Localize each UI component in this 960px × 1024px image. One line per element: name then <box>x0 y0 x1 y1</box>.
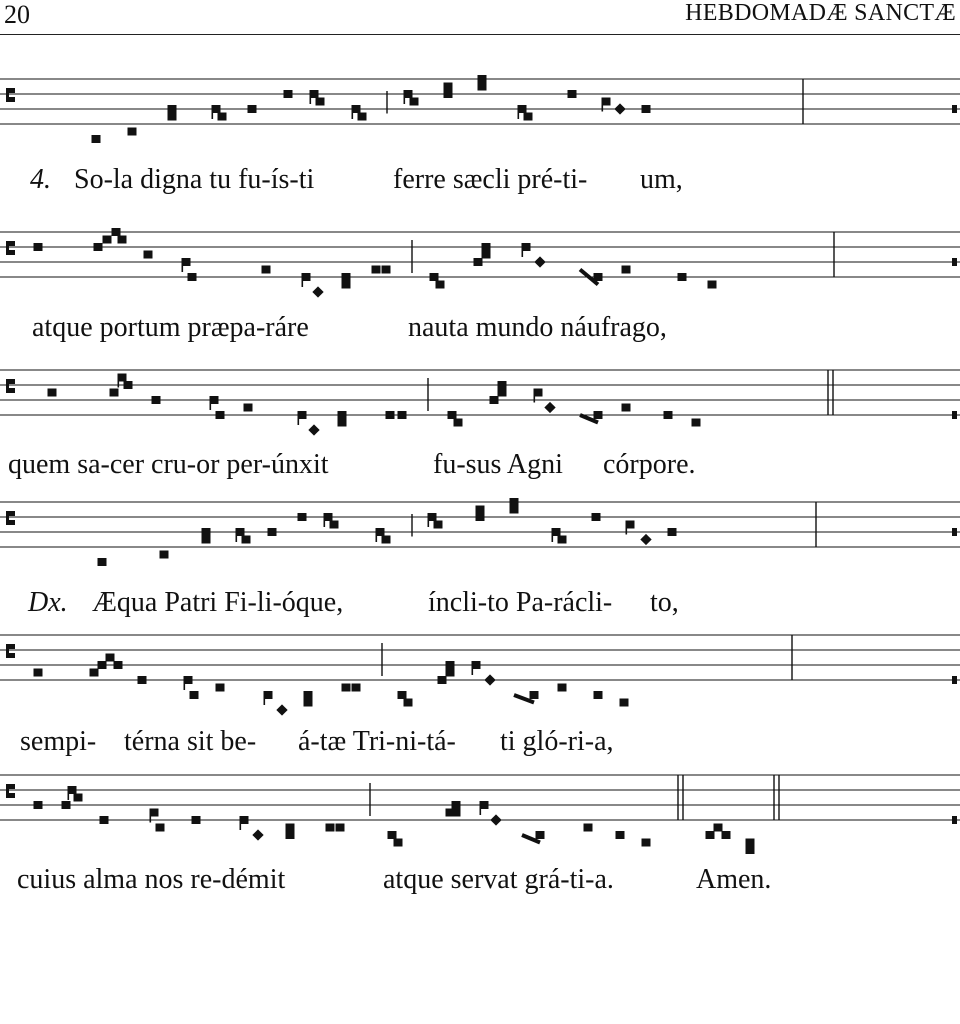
lyric-segment: térna sit be- <box>124 726 257 757</box>
punctum-note <box>330 521 339 529</box>
lyric-segment: ferre sæcli pré-ti- <box>393 164 588 195</box>
punctum-note <box>244 404 253 412</box>
punctum-note <box>714 824 723 832</box>
note-stem <box>182 258 184 272</box>
note-stem <box>298 411 300 425</box>
punctum-note <box>398 411 407 419</box>
custos-icon <box>952 676 957 684</box>
punctum-note <box>218 113 227 121</box>
punctum-note <box>592 513 601 521</box>
verse-number: 4. <box>30 164 51 195</box>
punctum-note <box>192 816 201 824</box>
punctum-note <box>438 676 447 684</box>
punctum-note <box>103 236 112 244</box>
punctum-note <box>444 90 453 98</box>
note-stem <box>480 801 482 815</box>
punctum-note <box>34 243 43 251</box>
punctum-note <box>404 699 413 707</box>
lyric-segment: córpore. <box>603 449 696 480</box>
punctum-note <box>342 281 351 289</box>
note-stem <box>264 691 266 705</box>
punctum-note <box>124 381 133 389</box>
punctum-note <box>138 676 147 684</box>
punctum-note <box>524 113 533 121</box>
punctum-note <box>398 691 407 699</box>
lyric-segment: to, <box>650 587 679 618</box>
note-stem <box>310 90 312 104</box>
punctum-note <box>372 266 381 274</box>
lyric-line-5 <box>0 726 960 758</box>
punctum-note <box>286 831 295 839</box>
lyric-segment: Æqua Patri Fi-li-óque, <box>92 587 344 618</box>
punctum-note <box>114 661 123 669</box>
punctum-note <box>202 536 211 544</box>
lyric-segment: nauta mundo náufrago, <box>408 312 667 343</box>
punctum-note <box>156 824 165 832</box>
note-stem <box>518 105 520 119</box>
do-clef-icon <box>6 784 15 798</box>
punctum-note <box>536 831 545 839</box>
rhombus-note <box>544 402 555 413</box>
lyric-segment: íncli-to Pa-rácli- <box>428 587 613 618</box>
note-stem <box>552 528 554 542</box>
punctum-note <box>558 684 567 692</box>
page-number: 20 <box>4 0 30 29</box>
note-stem <box>68 786 70 800</box>
lyric-line-1 <box>0 164 960 196</box>
punctum-note <box>446 669 455 677</box>
punctum-note <box>498 389 507 397</box>
rhombus-note <box>534 256 545 267</box>
lyric-segment: á-tæ Tri-ni-tá- <box>298 726 456 757</box>
punctum-note <box>98 558 107 566</box>
do-clef-icon <box>6 379 15 393</box>
punctum-note <box>706 831 715 839</box>
punctum-note <box>622 404 631 412</box>
punctum-note <box>190 691 199 699</box>
staff-3 <box>0 365 960 425</box>
do-clef-icon <box>6 241 15 255</box>
punctum-note <box>664 411 673 419</box>
punctum-note <box>620 699 629 707</box>
punctum-note <box>722 831 731 839</box>
rhombus-note <box>252 829 263 840</box>
punctum-note <box>48 389 57 397</box>
note-stem <box>302 273 304 287</box>
note-stem <box>376 528 378 542</box>
note-stem <box>118 374 120 388</box>
note-stem <box>428 513 430 527</box>
punctum-note <box>642 839 651 847</box>
punctum-note <box>168 113 177 121</box>
lyric-line-2 <box>0 312 960 344</box>
punctum-note <box>268 528 277 536</box>
punctum-note <box>216 684 225 692</box>
punctum-note <box>316 98 325 106</box>
lyric-line-6 <box>0 864 960 896</box>
punctum-note <box>112 228 121 236</box>
punctum-note <box>286 824 295 832</box>
staff-6 <box>0 770 960 830</box>
rhombus-note <box>308 424 319 435</box>
rhombus-note <box>640 534 651 545</box>
lyric-segment: cuius alma nos re-démit <box>17 864 286 895</box>
punctum-note <box>298 513 307 521</box>
punctum-note <box>482 251 491 259</box>
punctum-note <box>382 536 391 544</box>
punctum-note <box>326 824 335 832</box>
do-clef-icon <box>6 644 15 658</box>
punctum-note <box>94 243 103 251</box>
note-stem <box>472 661 474 675</box>
note-stem <box>184 676 186 690</box>
custos-icon <box>952 258 957 266</box>
rhombus-note <box>312 286 323 297</box>
punctum-note <box>452 809 461 817</box>
rhombus-note <box>276 704 287 715</box>
note-stem <box>626 521 628 535</box>
lyric-segment: atque portum præpa-ráre <box>32 312 309 343</box>
note-stem <box>324 513 326 527</box>
staff-1 <box>0 74 960 134</box>
punctum-note <box>388 831 397 839</box>
note-stem <box>404 90 406 104</box>
punctum-note <box>394 839 403 847</box>
punctum-note <box>304 691 313 699</box>
punctum-note <box>90 669 99 677</box>
punctum-note <box>106 654 115 662</box>
lyric-segment: atque servat grá-ti-a. <box>383 864 614 895</box>
punctum-note <box>242 536 251 544</box>
punctum-note <box>490 396 499 404</box>
punctum-note <box>708 281 717 289</box>
custos-icon <box>952 105 957 113</box>
punctum-note <box>622 266 631 274</box>
lyric-segment: quem sa-cer cru-or per-únxit <box>8 449 329 480</box>
punctum-note <box>558 536 567 544</box>
punctum-note <box>584 824 593 832</box>
punctum-note <box>746 846 755 854</box>
staff-4 <box>0 497 960 557</box>
punctum-note <box>336 824 345 832</box>
header-rule <box>0 34 960 35</box>
punctum-note <box>34 669 43 677</box>
note-stem <box>210 396 212 410</box>
rhombus-note <box>490 814 501 825</box>
punctum-note <box>62 801 71 809</box>
punctum-note <box>436 281 445 289</box>
punctum-note <box>118 236 127 244</box>
punctum-note <box>568 90 577 98</box>
note-stem <box>602 98 604 112</box>
punctum-note <box>454 419 463 427</box>
punctum-note <box>160 551 169 559</box>
rhombus-note <box>484 674 495 685</box>
rhombus-note <box>614 103 625 114</box>
punctum-note <box>692 419 701 427</box>
punctum-note <box>352 684 361 692</box>
custos-icon <box>952 528 957 536</box>
lyric-line-4 <box>0 587 960 619</box>
punctum-note <box>510 506 519 514</box>
punctum-note <box>216 411 225 419</box>
running-title: HEBDOMADÆ SANCTÆ <box>685 0 956 26</box>
staff-5 <box>0 630 960 690</box>
punctum-note <box>358 113 367 121</box>
lyric-segment: sempi- <box>20 726 97 757</box>
doxology-label: Dx. <box>28 587 68 618</box>
note-stem <box>534 389 536 403</box>
punctum-note <box>304 699 313 707</box>
note-stem <box>352 105 354 119</box>
do-clef-icon <box>6 88 15 102</box>
lyric-segment: So-la digna tu fu-ís-ti <box>74 164 315 195</box>
punctum-note <box>430 273 439 281</box>
custos-icon <box>952 411 957 419</box>
punctum-note <box>98 661 107 669</box>
punctum-note <box>476 513 485 521</box>
punctum-note <box>100 816 109 824</box>
punctum-note <box>342 273 351 281</box>
custos-icon <box>952 816 957 824</box>
punctum-note <box>74 794 83 802</box>
note-stem <box>236 528 238 542</box>
punctum-note <box>616 831 625 839</box>
punctum-note <box>284 90 293 98</box>
staff-2 <box>0 227 960 287</box>
punctum-note <box>594 411 603 419</box>
punctum-note <box>382 266 391 274</box>
punctum-note <box>668 528 677 536</box>
punctum-note <box>338 411 347 419</box>
punctum-note <box>386 411 395 419</box>
punctum-note <box>248 105 257 113</box>
punctum-note <box>128 128 137 136</box>
punctum-note <box>34 801 43 809</box>
punctum-note <box>678 273 687 281</box>
punctum-note <box>448 411 457 419</box>
punctum-note <box>594 691 603 699</box>
punctum-note <box>110 389 119 397</box>
lyric-segment: um, <box>640 164 683 195</box>
punctum-note <box>474 258 483 266</box>
punctum-note <box>262 266 271 274</box>
lyric-line-3 <box>0 449 960 481</box>
lyric-segment: fu-sus Agni <box>433 449 563 480</box>
punctum-note <box>642 105 651 113</box>
note-stem <box>150 809 152 823</box>
punctum-note <box>410 98 419 106</box>
lyric-segment: ti gló-ri-a, <box>500 726 614 757</box>
note-stem <box>522 243 524 257</box>
punctum-note <box>338 419 347 427</box>
punctum-note <box>92 135 101 143</box>
punctum-note <box>188 273 197 281</box>
punctum-note <box>746 839 755 847</box>
punctum-note <box>530 691 539 699</box>
punctum-note <box>144 251 153 259</box>
do-clef-icon <box>6 511 15 525</box>
punctum-note <box>478 83 487 91</box>
lyric-segment: Amen. <box>696 864 772 895</box>
punctum-note <box>434 521 443 529</box>
note-stem <box>212 105 214 119</box>
punctum-note <box>152 396 161 404</box>
punctum-note <box>342 684 351 692</box>
note-stem <box>240 816 242 830</box>
